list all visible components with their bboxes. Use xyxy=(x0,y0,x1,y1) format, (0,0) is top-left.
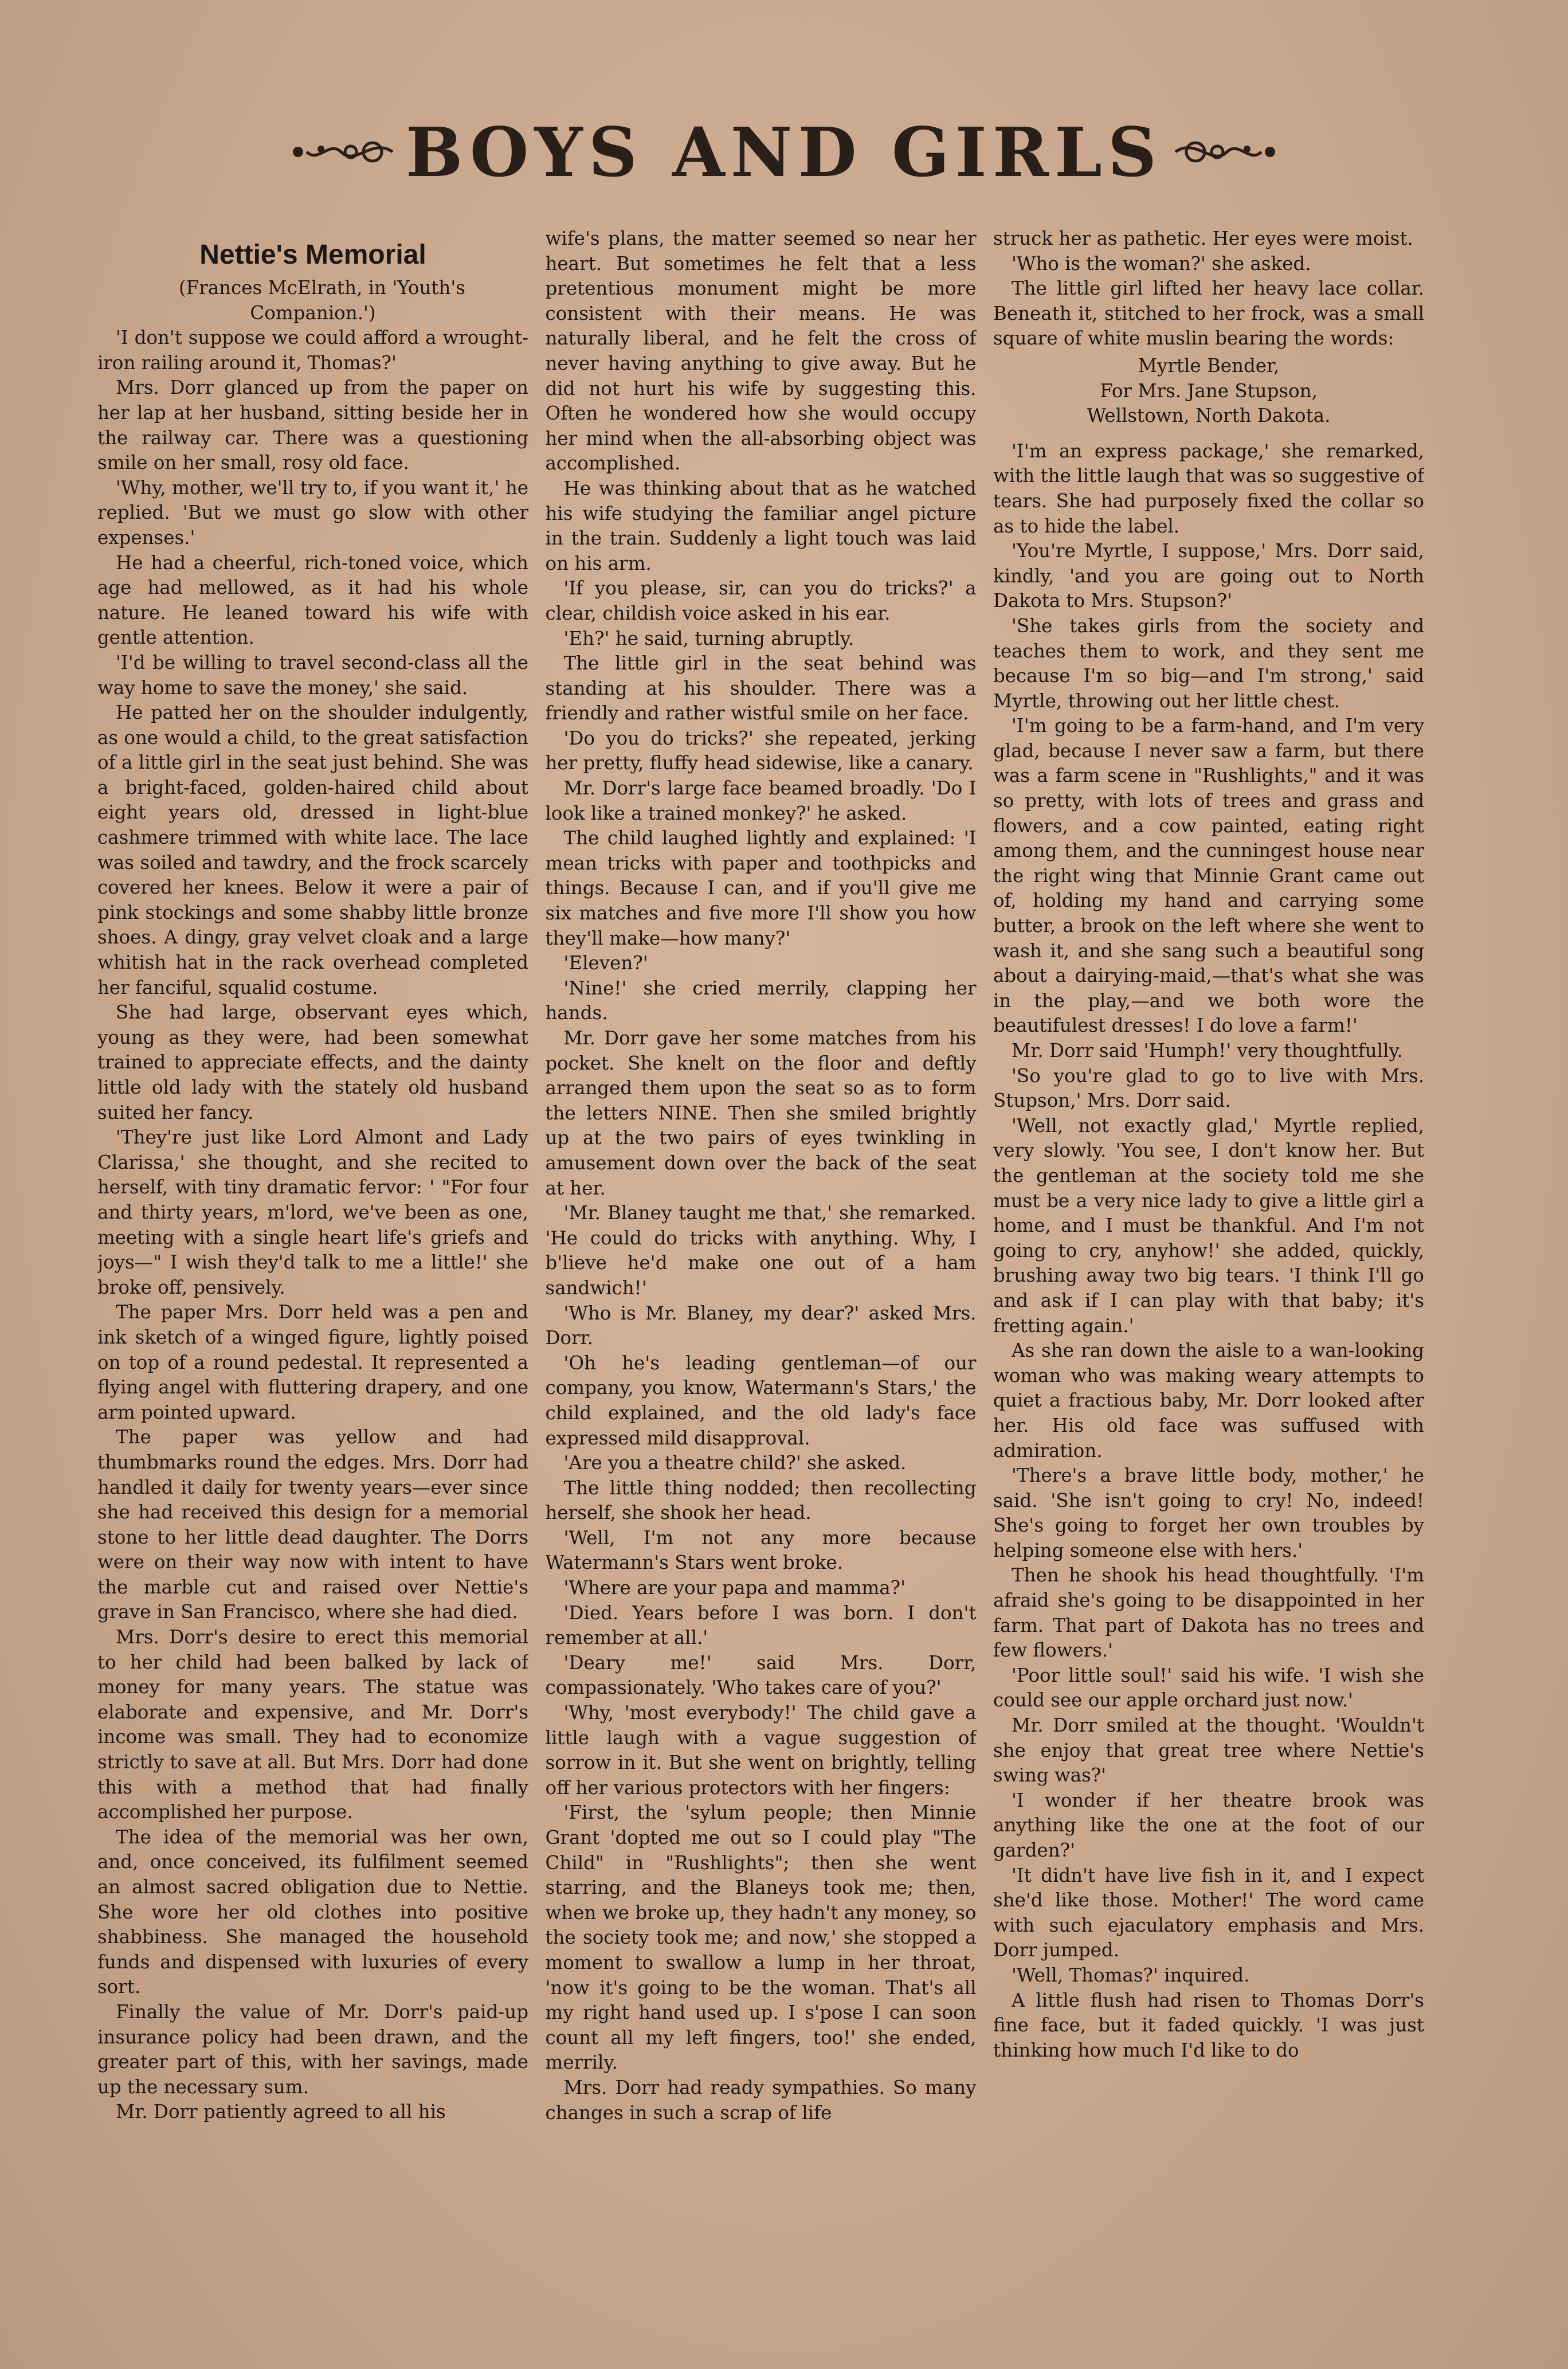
paragraph: 'Well, not exactly glad,' Myrtle replied, very slowly. 'You see, I don't know her. But the gentleman at the society told me she must be a very nice lady to give a little girl a home, and I must be thankful. And I'm not going to cry, anyhow!' she added, quickly, brushing away two big tears. 'I think I'll go and ask if I can play with that baby; it's fretting again.' xyxy=(993,1114,1424,1337)
paragraph: 'Well, Thomas?' inquired. xyxy=(1012,1964,1250,1986)
paragraph: She had large, observant eyes which, young as they were, had been somewhat trained to appreciate effects, and the dainty little old lady with the stately old husband suited her fancy. xyxy=(97,1001,528,1123)
paragraph: 'Poor little soul!' said his wife. 'I wish she could see our apple orchard just now.' xyxy=(993,1664,1424,1712)
paragraph: Mrs. Dorr had ready sympathies. So many changes in such a scrap of life xyxy=(545,2076,977,2124)
paragraph: 'It didn't have live fish in it, and I expect she'd like those. Mother!' The word came with such ejaculatory emphasis and Mrs. Dorr jumped. xyxy=(993,1864,1424,1961)
paragraph: Mr. Dorr gave her some matches from his pocket. She knelt on the floor and deftly arranged them upon the seat so as to form the letters NINE. Then she smiled brightly up at the two pairs of eyes twinkling in amusement down over the back of the seat at her. xyxy=(545,1027,977,1199)
paragraph: 'Deary me!' said Mrs. Dorr, compassionately. 'Who takes care of you?' xyxy=(545,1651,977,1699)
paragraph: wife's plans, the matter seemed so near her heart. But sometimes he felt that a less pretentious monument might be more consistent with their means. He was naturally liberal, and he felt the cross of never having anything to give away. But he did not hurt his wife by suggesting this. Often he wondered how she would occupy her mind when the all-absorbing object was accomplished. xyxy=(545,228,977,475)
label-line: Wellstown, North Dakota. xyxy=(1087,405,1331,427)
paragraph: 'Do you do tricks?' she repeated, jerking her pretty, fluffy head sidewise, like a canary. xyxy=(545,727,977,774)
paragraph: Finally the value of Mr. Dorr's paid-up insurance policy had been drawn, and the greater part of this, with her savings, made up the necessary sum. xyxy=(97,2000,528,2098)
masthead xyxy=(0,109,1568,195)
label-line: For Mrs. Jane Stupson, xyxy=(1100,379,1318,402)
paragraph: The paper Mrs. Dorr held was a pen and ink sketch of a winged figure, lightly poised on top of a round pedestal. It represented a flying angel with fluttering drapery, and one arm pointed upward. xyxy=(97,1301,528,1423)
paragraph: The little girl lifted her heavy lace collar. Beneath it, stitched to her frock, was a small square of white muslin bearing the words: xyxy=(993,277,1424,350)
paragraph: 'So you're glad to go to live with Mrs. Stupson,' Mrs. Dorr said. xyxy=(993,1064,1424,1112)
paragraph: 'She takes girls from the society and teaches them to work, and they sent me because I'm so big—and I'm strong,' said Myrtle, throwing out her little chest. xyxy=(993,614,1424,712)
paragraph: He had a cheerful, rich-toned voice, which age had mellowed, as it had his whole nature. He leaned toward his wife with gentle attention. xyxy=(97,551,528,649)
left-ornament-icon xyxy=(287,132,395,172)
paragraph: 'There's a brave little body, mother,' he said. 'She isn't going to cry! No, indeed! She's going to forget her own troubles by helping someone else with hers.' xyxy=(993,1465,1424,1561)
byline: (Frances McElrath, in 'Youth's Companion.') xyxy=(178,277,465,324)
paragraph: Mrs. Dorr glanced up from the paper on her lap at her husband, sitting beside her in the railway car. There was a questioning smile on her small, rosy old face. xyxy=(97,377,528,474)
column-1 xyxy=(97,226,528,2301)
paragraph: 'Are you a theatre child?' she asked. xyxy=(563,1452,907,1474)
paragraph: 'Where are your papa and mamma?' xyxy=(563,1577,906,1599)
paragraph: 'Nine!' she cried merrily, clapping her hands. xyxy=(545,977,977,1024)
paragraph: 'I'd be willing to travel second-class all the way home to save the money,' she said. xyxy=(97,651,528,699)
paragraph: 'First, the 'sylum people; then Minnie Grant 'dopted me out so I could play "The Child" in "Rushlights"; then she went starring, and the Blaneys took me; then, when we broke up, they hadn't any money, so the society took me; and now,' she stopped a moment to swallow a lump in her throat, 'now it's going to be the woman. That's all my right hand used up. I s'pose I can soon count all my left fingers, too!' she ended, merrily. xyxy=(545,1802,977,2074)
paragraph: Mr. Dorr said 'Humph!' very thoughtfully. xyxy=(1012,1040,1403,1062)
paragraph: 'I'm an express package,' she remarked, with the little laugh that was so suggestive of tears. She had purposely fixed the collar so as to hide the label. xyxy=(993,440,1424,537)
paragraph: 'Who is the woman?' she asked. xyxy=(1012,252,1311,275)
paragraph: 'If you please, sir, can you do tricks?' a clear, childish voice asked in his ear. xyxy=(545,577,977,624)
paragraph: 'Oh he's leading gentleman—of our company, you know, Watermann's Stars,' the child explained, and the old lady's face expressed mild disapproval. xyxy=(545,1352,977,1449)
story-title: Nettie's Memorial xyxy=(199,240,426,270)
paragraph: Mr. Dorr's large face beamed broadly. 'Do I look like a trained monkey?' he asked. xyxy=(545,777,977,824)
paragraph: Mr. Dorr smiled at the thought. 'Wouldn't she enjoy that great tree where Nettie's swing was?' xyxy=(993,1714,1424,1787)
paragraph: He patted her on the shoulder indulgently, as one would a child, to the great satisfaction of a little girl in the seat just behind. She was a bright-faced, golden-haired child about eight years old, dressed in light-blue cashmere trimmed with white lace. The lace was soiled and tawdry, and the frock scarcely covered her knees. Below it were a pair of pink stockings and some shabby little bronze shoes. A dingy, gray velvet cloak and a large whitish hat in the rack overhead completed her fanciful, squalid costume. xyxy=(97,702,528,998)
paragraph: 'Died. Years before I was born. I don't remember at all.' xyxy=(545,1601,977,1649)
masthead-title: BOYS AND GIRLS xyxy=(405,112,1163,192)
paragraph: 'Why, mother, we'll try to, if you want it,' he replied. 'But we must go slow with other expenses.' xyxy=(97,476,528,549)
paragraph: 'I wonder if her theatre brook was anything like the one at the foot of our garden?' xyxy=(993,1789,1424,1861)
paragraph: 'I don't suppose we could afford a wrought-iron railing around it, Thomas?' xyxy=(97,327,528,374)
muslin-label xyxy=(993,354,1424,429)
column-3 xyxy=(993,226,1424,2301)
right-ornament-icon xyxy=(1173,132,1281,172)
paragraph: 'Eleven?' xyxy=(563,952,648,974)
paragraph: Then he shook his head thoughtfully. 'I'm afraid she's going to be disappointed in her farm. That part of Dakota has no trees and few flowers.' xyxy=(993,1564,1424,1662)
paragraph: 'Why, 'most everybody!' The child gave a little laugh with a vague suggestion of sorrow in it. But she went on brightly, telling off her various protectors with her fingers: xyxy=(545,1702,977,1799)
paragraph: As she ran down the aisle to a wan-looking woman who was making weary attempts to quiet a fractious baby, Mr. Dorr looked after her. His old face was suffused with admiration. xyxy=(993,1340,1424,1462)
column-2 xyxy=(546,226,977,2301)
paragraph: struck her as pathetic. Her eyes were moist. xyxy=(993,228,1413,249)
paragraph: 'Who is Mr. Blaney, my dear?' asked Mrs. Dorr. xyxy=(545,1302,977,1349)
paragraph: 'You're Myrtle, I suppose,' Mrs. Dorr said, kindly, 'and you are going out to North Dakota to Mrs. Stupson?' xyxy=(993,540,1424,612)
paragraph: The paper was yellow and had thumbmarks round the edges. Mrs. Dorr had handled it daily for twenty years—ever since she had received this design for a memorial stone to her little dead daughter. The Dorrs were on their way now with intent to have the marble cut and raised over Nettie's grave in San Francisco, where she had died. xyxy=(97,1426,528,1623)
paragraph: The idea of the memorial was her own, and, once conceived, its fulfilment seemed an almost sacred obligation due to Nettie. She wore her old clothes into positive shabbiness. She managed the household funds and dispensed with luxuries of every sort. xyxy=(97,1826,528,1998)
paragraph: Mr. Dorr patiently agreed to all his xyxy=(116,2101,446,2123)
label-line: Myrtle Bender, xyxy=(1138,354,1280,377)
paragraph: 'Well, I'm not any more because Watermann's Stars went broke. xyxy=(545,1526,977,1574)
paragraph: The little girl in the seat behind was standing at his shoulder. There was a friendly and rather wistful smile on her face. xyxy=(545,652,977,725)
paragraph: He was thinking about that as he watched his wife studying the familiar angel picture in the train. Suddenly a light touch was laid on his arm. xyxy=(545,477,977,574)
paragraph: A little flush had risen to Thomas Dorr's fine face, but it faded quickly. 'I was just thinking how much I'd like to do xyxy=(993,1989,1424,2061)
paragraph: 'They're just like Lord Almont and Lady Clarissa,' she thought, and she recited to herself, with tiny dramatic fervor: ' "For four and thirty years, m'lord, we've been as one, meeting with a single heart life's griefs and joys—" I wish they'd talk to me a little!' she broke off, pensively. xyxy=(97,1126,528,1298)
paragraph: 'I'm going to be a farm-hand, and I'm very glad, because I never saw a farm, but there was a farm scene in "Rushlights," and it was so pretty, with lots of trees and grass and flowers, and a cow painted, eating right among them, and the cunningest house near the right wing that Minnie Grant came out of, holding my hand and carrying some butter, a brook on the left where she went to wash it, and she sang such a beautiful song about a dairying-maid,—that's what she was in the play,—and we both wore the beautifulest dresses! I do love a farm!' xyxy=(993,715,1424,1037)
paragraph: The little thing nodded; then recollecting herself, she shook her head. xyxy=(545,1477,977,1524)
paragraph: 'Mr. Blaney taught me that,' she remarked. 'He could do tricks with anything. Why, I b'lieve he'd make one out of a ham sandwich!' xyxy=(545,1202,977,1299)
paragraph: 'Eh?' he said, turning abruptly. xyxy=(563,627,854,649)
paragraph: The child laughed lightly and explained: 'I mean tricks with paper and toothpicks and things. Because I can, and if you'll give me six matches and five more I'll show you how they'll make—how many?' xyxy=(545,827,977,949)
paragraph: Mrs. Dorr's desire to erect this memorial to her child had been balked by lack of money for many years. The statue was elaborate and expensive, and Mr. Dorr's income was small. They had to economize strictly to save at all. But Mrs. Dorr had done this with a method that had finally accomplished her purpose. xyxy=(97,1626,528,1823)
article-columns xyxy=(97,226,1424,2301)
